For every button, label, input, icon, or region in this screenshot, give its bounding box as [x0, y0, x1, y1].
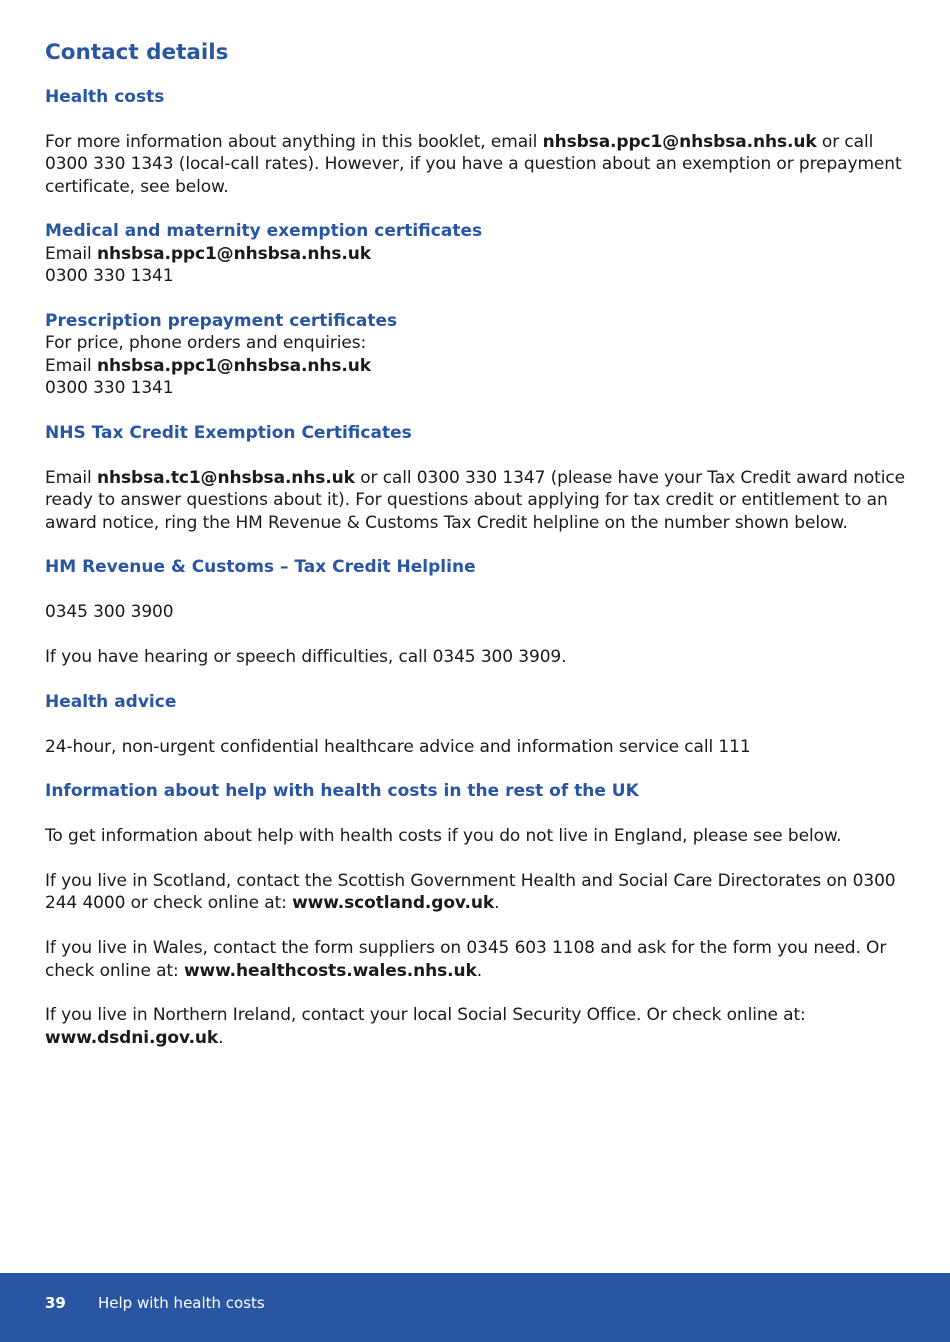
medical-maternity-phone: 0300 330 1341 [45, 266, 174, 287]
hmrc-hearing-text: If you have hearing or speech difficulties, call 0345 300 3909. [45, 647, 567, 668]
health-costs-paragraph: For more information about anything in this booklet, email nhsbsa.ppc1@nhsbsa.nhs.uk or call 0300 330 1343 (local-call rates). However, if you have a question about an exemption or prepayment certificate, see below. [45, 131, 902, 197]
northern-ireland-url: www.dsdni.gov.uk [45, 1027, 219, 1048]
northern-ireland-paragraph: If you live in Northern Ireland, contact your local Social Security Office. Or check online at: www.dsdni.gov.uk. [45, 1005, 806, 1048]
prepayment-intro: For price, phone orders and enquiries: [45, 333, 367, 354]
health-advice-text: 24-hour, non-urgent confidential healthcare advice and information service call 111 [45, 736, 751, 757]
rest-of-uk-intro: To get information about help with health costs if you do not live in England, please see below. [45, 826, 842, 847]
section-heading-tax-credit: NHS Tax Credit Exemption Certificates [45, 423, 412, 444]
prepayment-phone: 0300 330 1341 [45, 378, 174, 399]
wales-paragraph: If you live in Wales, contact the form suppliers on 0345 603 1108 and ask for the form you need. Or check online at: www.healthcosts.wales.nhs.uk. [45, 938, 887, 981]
prepayment-email: nhsbsa.ppc1@nhsbsa.nhs.uk [96, 355, 372, 376]
scotland-url: www.scotland.gov.uk [292, 893, 495, 914]
health-costs-email: nhsbsa.ppc1@nhsbsa.nhs.uk [542, 131, 817, 152]
page-title: Contact details [45, 40, 229, 65]
page-footer [0, 1273, 950, 1342]
hmrc-phone: 0345 300 3900 [45, 602, 174, 623]
tax-credit-paragraph: Email nhsbsa.tc1@nhsbsa.nhs.uk or call 0300 330 1347 (please have your Tax Credit award notice ready to answer questions about it). For questions about applying for tax credit or entitlement to an award notice, ring the HM Revenue & Customs Tax Credit helpline on the number shown below. [45, 467, 905, 533]
section-heading-hmrc: HM Revenue & Customs – Tax Credit Helpline [45, 557, 476, 578]
section-heading-health-advice: Health advice [45, 691, 177, 712]
section-heading-prepayment: Prescription prepayment certificates [45, 311, 398, 332]
tax-credit-email: nhsbsa.tc1@nhsbsa.nhs.uk [96, 467, 355, 488]
page-content [45, 38, 905, 1049]
scotland-paragraph: If you live in Scotland, contact the Scottish Government Health and Social Care Directorates on 0300 244 4000 or check online at: www.scotland.gov.uk. [45, 871, 896, 914]
prepayment-email-line: Email nhsbsa.ppc1@nhsbsa.nhs.uk [45, 355, 372, 376]
page-number: 39 [45, 1294, 66, 1312]
medical-maternity-email: nhsbsa.ppc1@nhsbsa.nhs.uk [96, 243, 372, 264]
medical-maternity-email-line: Email nhsbsa.ppc1@nhsbsa.nhs.uk [45, 243, 372, 264]
section-heading-medical-maternity: Medical and maternity exemption certificates [45, 221, 483, 242]
section-heading-rest-of-uk: Information about help with health costs in the rest of the UK [45, 781, 639, 802]
section-heading-health-costs: Health costs [45, 87, 165, 107]
wales-url: www.healthcosts.wales.nhs.uk [183, 960, 477, 981]
footer-title: Help with health costs [98, 1294, 265, 1312]
